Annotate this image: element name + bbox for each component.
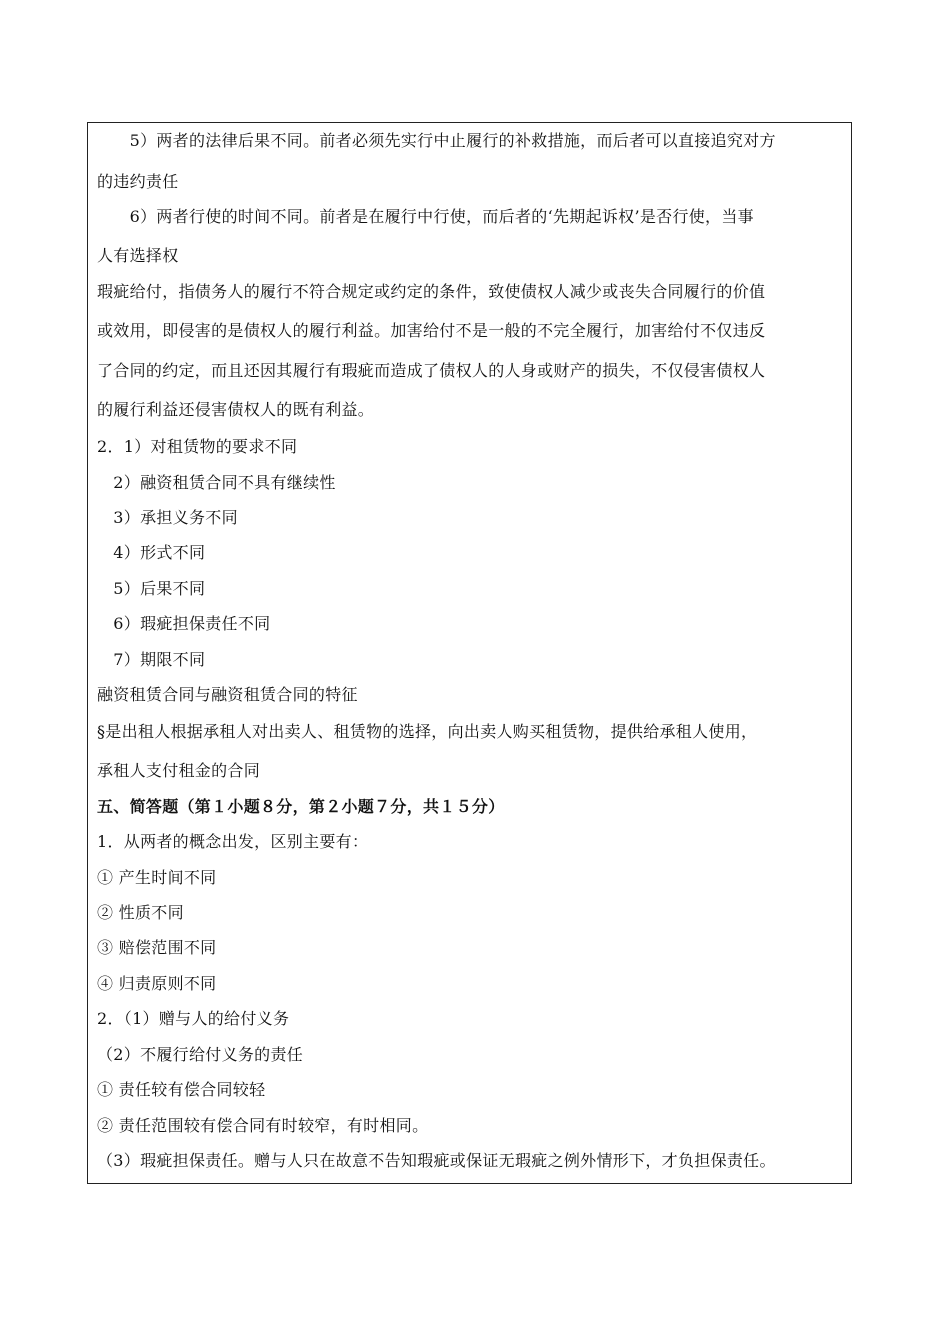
text-line: 2）融资租赁合同不具有继续性 <box>97 473 336 492</box>
text-line: ① 责任较有偿合同较轻 <box>97 1080 266 1099</box>
text-line: （2）不履行给付义务的责任 <box>97 1045 304 1064</box>
text-line: 3）承担义务不同 <box>97 508 238 527</box>
text-line: 或效用，即侵害的是债权人的履行利益。加害给付不是一般的不完全履行，加害给付不仅违反 <box>97 321 766 340</box>
text-line: 融资租赁合同与融资租赁合同的特征 <box>97 685 358 704</box>
text-line: 7）期限不同 <box>97 650 206 669</box>
text-line: ② 责任范围较有偿合同有时较窄，有时相同。 <box>97 1116 429 1135</box>
text-line: 人有选择权 <box>97 246 179 265</box>
text-line: 的履行利益还侵害债权人的既有利益。 <box>97 400 375 419</box>
text-line: ① 产生时间不同 <box>97 868 217 887</box>
text-line: 2．（1）赠与人的给付义务 <box>97 1009 290 1028</box>
text-line: 5）两者的法律后果不同。前者必须先实行中止履行的补救措施，而后者可以直接追究对方 <box>97 131 776 150</box>
text-line: §是出租人根据承租人对出卖人、租赁物的选择，向出卖人购买租赁物，提供给承租人使用， <box>97 722 758 741</box>
text-line: ② 性质不同 <box>97 903 184 922</box>
section-heading: 五、简答题（第１小题８分，第２小题７分，共１５分） <box>97 797 505 816</box>
text-line: 瑕疵给付，指债务人的履行不符合规定或约定的条件，致使债权人减少或丧失合同履行的价值 <box>97 282 766 301</box>
text-line: ③ 赔偿范围不同 <box>97 938 217 957</box>
text-line: 承租人支付租金的合同 <box>97 761 261 780</box>
text-line: 5）后果不同 <box>97 579 206 598</box>
text-line: 6）瑕疵担保责任不同 <box>97 614 271 633</box>
text-line: 6）两者行使的时间不同。前者是在履行中行使，而后者的‘先期起诉权’是否行使，当事 <box>97 207 754 226</box>
text-line: 了合同的约定，而且还因其履行有瑕疵而造成了债权人的人身或财产的损失，不仅侵害债权人 <box>97 361 766 380</box>
text-line: 的违约责任 <box>97 172 179 191</box>
text-line: 4）形式不同 <box>97 543 206 562</box>
text-line: （3）瑕疵担保责任。赠与人只在故意不告知瑕疵或保证无瑕疵之例外情形下，才负担保责任。 <box>97 1151 776 1170</box>
text-line: 2．1）对租赁物的要求不同 <box>97 437 298 456</box>
text-line: 1．从两者的概念出发，区别主要有： <box>97 832 369 851</box>
text-line: ④ 归责原则不同 <box>97 974 217 993</box>
